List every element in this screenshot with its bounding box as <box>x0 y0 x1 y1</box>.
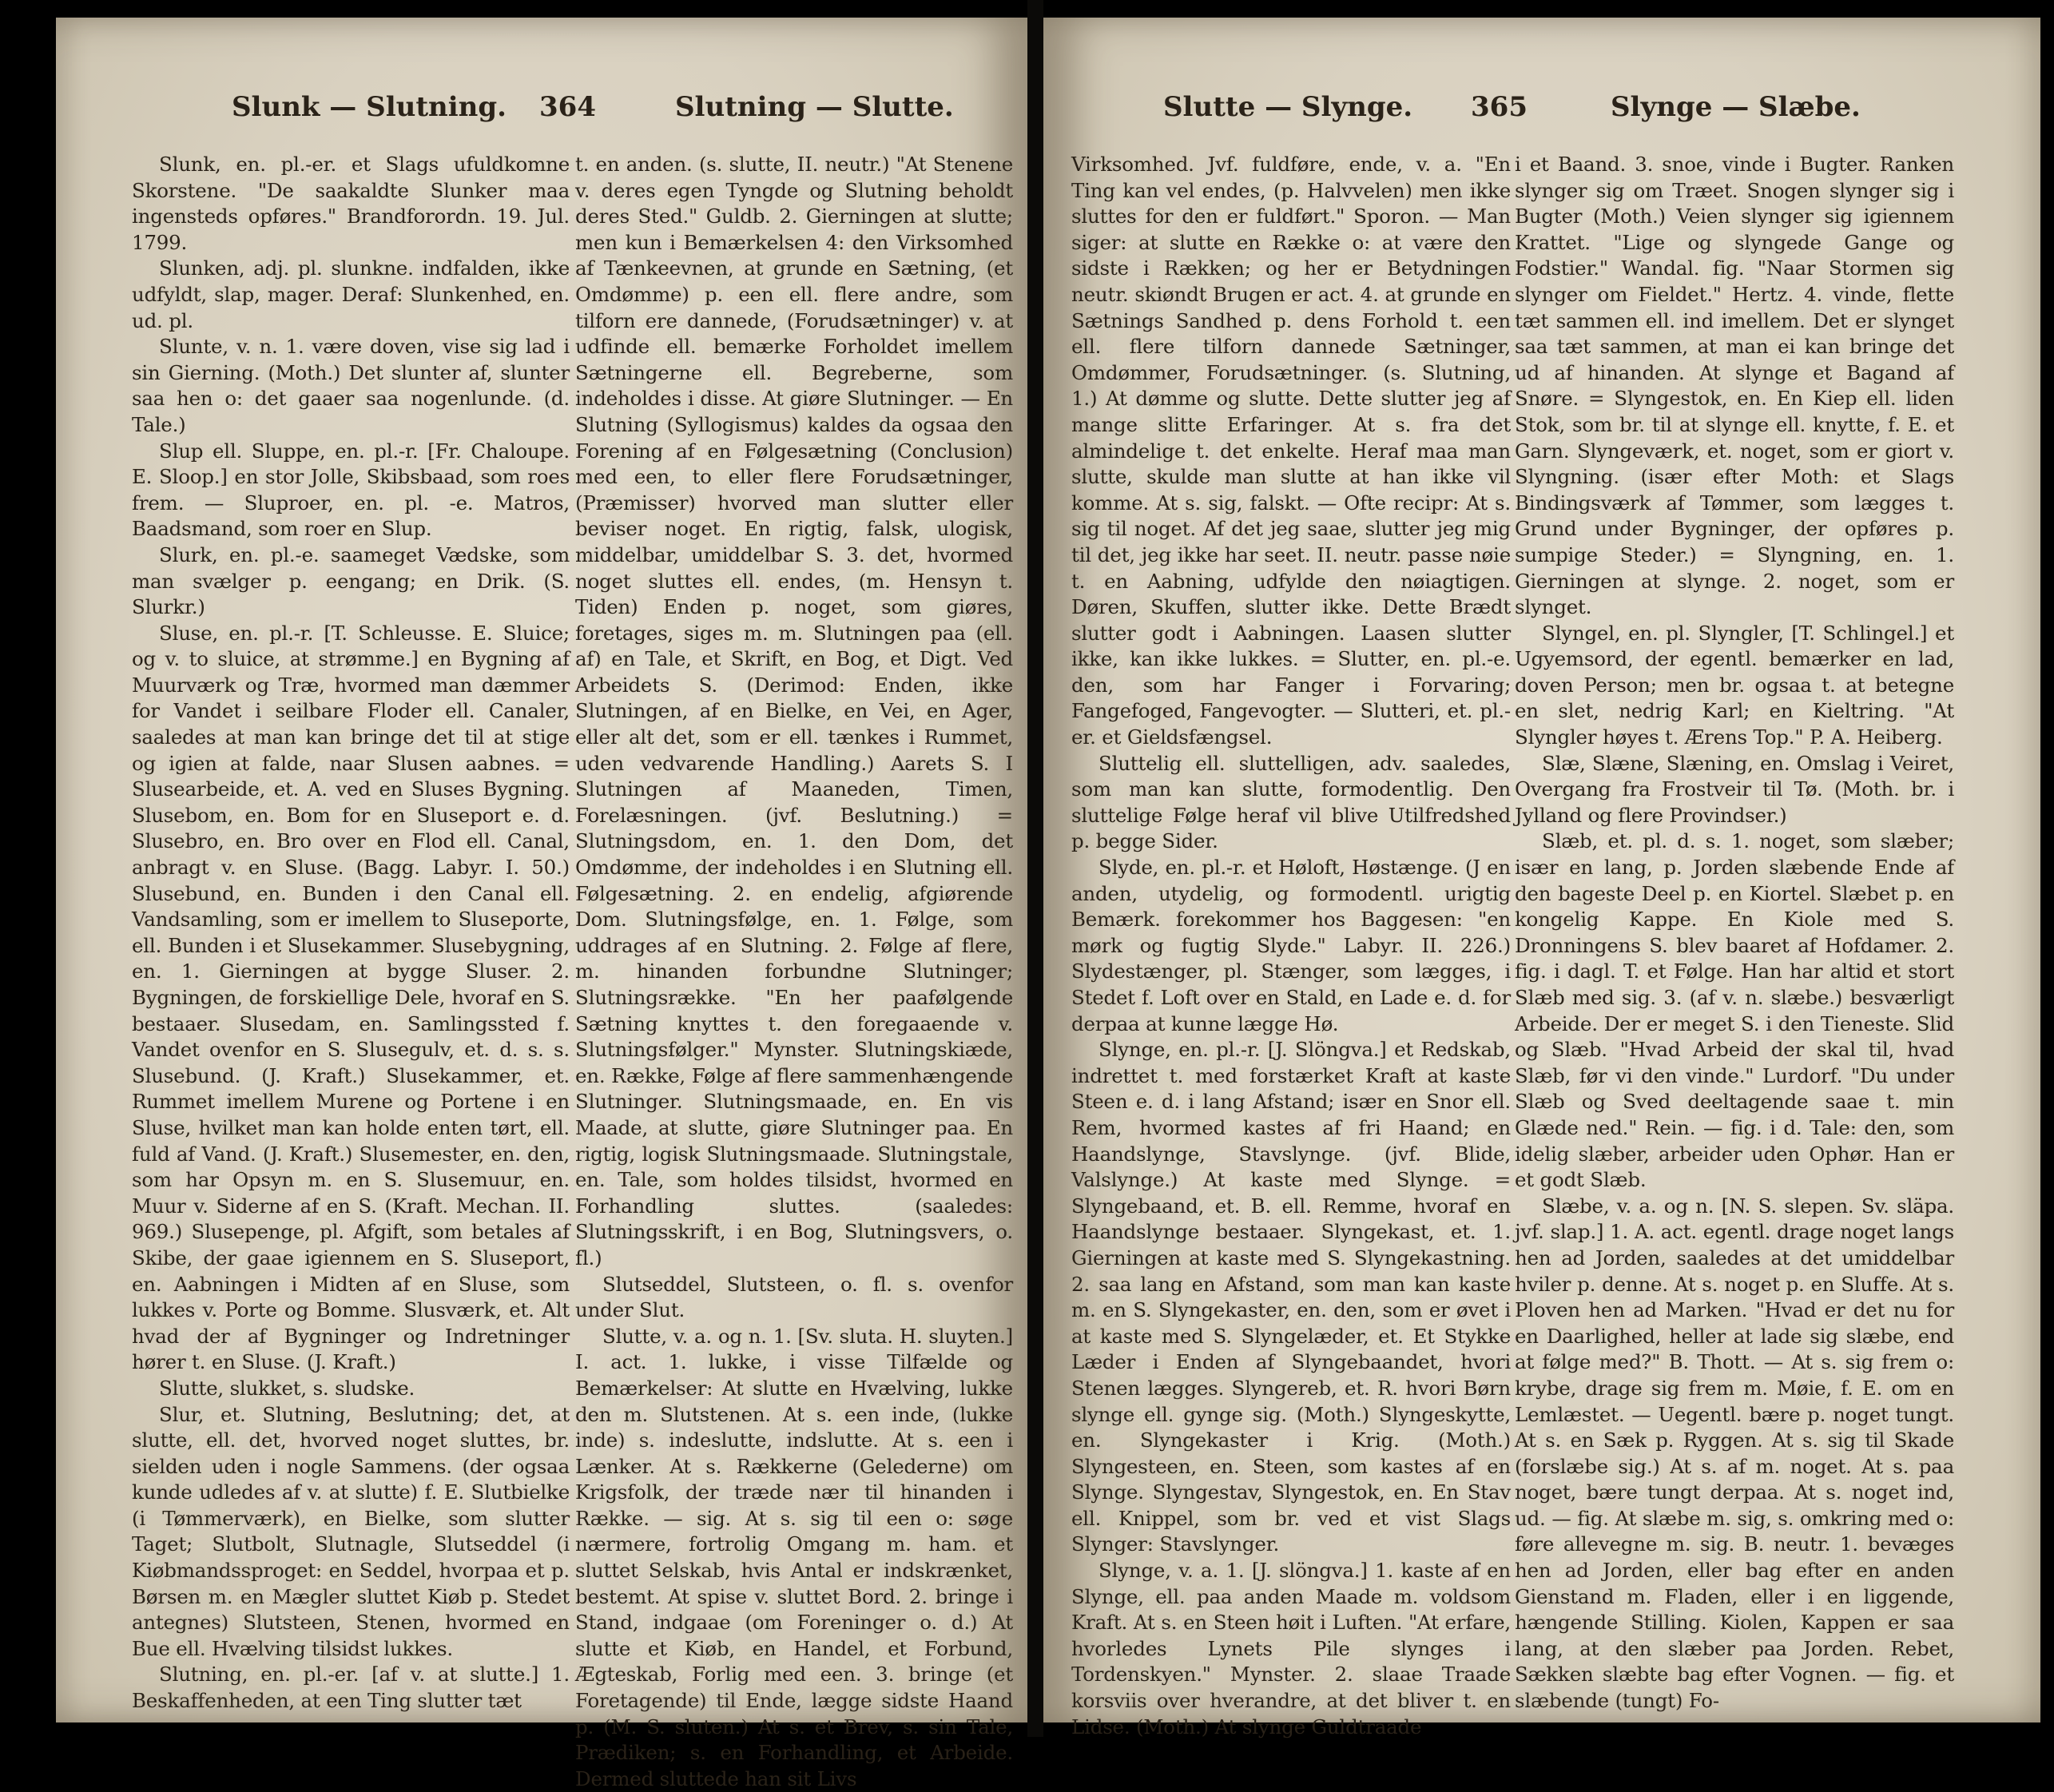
entry: Virksomhed. Jvf. fuldføre, ende, v. a. "En Ting kan vel endes, (p. Halvvelen) men ikke sluttes for den er fuldført." Sporon. — Man siger: at slutte en Række o: at være den sidste i Rækken; og her er Betydningen neutr. skiøndt Brugen er act. 4. at grunde en Sætnings Sandhed p. dens Forhold t. een ell. flere tilforn dannede Sætninger, Omdømmer, Forudsætninger. (s. Slutning, 1.) At dømme og slutte. Dette slutter jeg af mange slitte Erfaringer. At s. fra det almindelige t. det enkelte. Heraf maa man slutte, skulde man slutte at han ikke vil komme. At s. sig, falskt. — Ofte recipr: At s. sig til noget. Af det jeg saae, slutter jeg mig til det, jeg ikke har seet. II. neutr. passe nøie t. en Aabning, udfylde den nøiagtigen. Døren, Skuffen, slutter ikke. Dette Brædt slutter godt i Aabningen. Laasen slutter ikke, kan ikke lukkes. = Slutter, en. pl.-e. den, som har Fanger i Forvaring; Fangefoged, Fangevogter. — Slutteri, et. pl.-er. et Gieldsfængsel. <box>1071 153 1511 749</box>
entry: Slynge, en. pl.-r. [J. Slöngva.] et Redskab, indrettet t. med forstærket Kraft at kaste Steen e. d. i lang Afstand; især en Snor ell. Rem, hvormed kastes af fri Haand; en Haandslynge, Stavslynge. (jvf. Blide, Valslynge.) At kaste med Slynge. = Slyngebaand, et. B. ell. Remme, hvoraf en Haandslynge bestaaer. Slyngekast, et. 1. Gierningen at kaste med S. Slyngekastning. 2. saa lang en Afstand, som man kan kaste m. en S. Slyngekaster, en. den, som er øvet i at kaste med S. Slyngelæder, et. Et Stykke Læder i Enden af Slyngebaandet, hvori Stenen lægges. Slyngereb, et. R. hvori Børn slynge ell. gynge sig. (Moth.) Slyngeskytte, en. Slyngekaster i Krig. (Moth.) Slyngesteen, en. Steen, som kastes af en Slynge. Slyngestav, Slyngestok, en. En Stav ell. Knippel, som br. ved et vist Slags Slynger: Stavslynger. <box>1071 1038 1511 1556</box>
right-column-2 <box>1515 152 1954 1713</box>
entry: Slutning, en. pl.-er. [af v. at slutte.] 1. Beskaffenheden, at een Ting slutter tæt <box>132 1663 570 1713</box>
entry: Slæ, Slæne, Slæning, en. Omslag i Veiret, Overgang fra Frostveir til Tø. (Moth. br. i Jylland og flere Provindser.) <box>1515 751 1954 827</box>
right-page-number: 365 <box>1471 91 1528 123</box>
entry: Slutte, v. a. og n. 1. [Sv. sluta. H. sluyten.] I. act. 1. lukke, i visse Tilfælde og Bemærkelser: At slutte en Hvælving, lukke den m. Slutstenen. At s. een inde, (lukke inde) s. indeslutte, indslutte. At s. een i Lænker. At s. Rækkerne (Gelederne) om Krigsfolk, der træde nær til hinanden i Række. — sig. At s. sig til een o: søge nærmere, fortrolig Omgang m. ham. et sluttet Selskab, hvis Antal er indskrænket, bestemt. At spise v. sluttet Bord. 2. bringe i Stand, indgaae (om Foreninger o. d.) At slutte et Kiøb, en Handel, et Forbund, Ægteskab, Forlig med een. 3. bringe (et Foretagende) til Ende, lægge sidste Haand p. (M. S. sluten.) At s. et Brev, s. sin Tale, Prædiken; s. en Forhandling, et Arbeide. Dermed sluttede han sit Livs <box>575 1324 1013 1790</box>
left-column-2 <box>575 152 1013 1790</box>
entry: Slunk, en. pl.-er. et Slags ufuldkomne Skorstene. "De saakaldte Slunker maa ingensteds opføres." Brandforordn. 19. Jul. 1799. <box>132 153 570 254</box>
left-header-right: Slutning — Slutte. <box>675 91 954 123</box>
entry: Slutte, slukket, s. sludske. <box>159 1376 415 1400</box>
right-header-left: Slutte — Slynge. <box>1163 91 1413 123</box>
left-page-number: 364 <box>539 91 596 123</box>
entry: Slunken, adj. pl. slunkne. indfalden, ikke udfyldt, slap, mager. Deraf: Slunkenhed, en. ud. pl. <box>132 256 570 332</box>
entry: Slurk, en. pl.-e. saameget Vædske, som man svælger p. eengang; en Drik. (S. Slurkr.) <box>132 542 570 619</box>
right-column-1 <box>1071 152 1511 1738</box>
entry: Slup ell. Sluppe, en. pl.-r. [Fr. Chaloupe. E. Sloop.] en stor Jolle, Skibsbaad, som roes frem. — Sluproer, en. pl. -e. Matros, Baadsmand, som roer en Slup. <box>132 439 570 541</box>
right-page <box>1043 18 2040 1738</box>
right-header-right: Slynge — Slæbe. <box>1611 91 1861 123</box>
entry: Slutseddel, Slutsteen, o. fl. s. ovenfor under Slut. <box>575 1272 1013 1322</box>
left-header-left: Slunk — Slutning. <box>232 91 507 123</box>
entry: Sluttelig ell. sluttelligen, adv. saaledes, som man kan slutte, formodentlig. Den sluttelige Følge heraf vil blive Utilfredshed p. begge Sider. <box>1071 751 1511 853</box>
entry: Slyde, en. pl.-r. et Høloft, Høstænge. (J en anden, utydelig, og formodentl. urigtig Bemærk. forekommer hos Baggesen: "en mørk og fugtig Slyde." Labyr. II. 226.) Slydestænger, pl. Stænger, som lægges, i Stedet f. Loft over en Stald, en Lade e. d. for derpaa at kunne lægge Hø. <box>1071 856 1511 1035</box>
entry: Sluse, en. pl.-r. [T. Schleusse. E. Sluice; og v. to sluice, at strømme.] en Bygning af Muurværk og Træ, hvormed man dæmmer for Vandet i seilbare Floder ell. Canaler, saaledes at man kan bringe det til at stige og igien at falde, naar Slusen aabnes. = Slusearbeide, et. A. ved en Sluses Bygning. Slusebom, en. Bom for en Sluseport e. d. Slusebro, en. Bro over en Flod ell. Canal, anbragt v. en Sluse. (Bagg. Labyr. I. 50.) Slusebund, en. Bunden i den Canal ell. Vandsamling, som er imellem to Sluseporte, ell. Bunden i et Slusekammer. Slusebygning, en. 1. Gierningen at bygge Sluser. 2. Bygningen, de forskiellige Dele, hvoraf en S. bestaaer. Slusedam, en. Samlingssted f. Vandet ovenfor en S. Slusegulv, et. d. s. s. Slusebund. (J. Kraft.) Slusekammer, et. Rummet imellem Murene og Portene i en Sluse, hvilket man kan holde enten tørt, ell. fuld af Vand. (J. Kraft.) Slusemester, en. den, som har Opsyn m. en S. Slusemuur, en. Muur v. Siderne af en S. (Kraft. Mechan. II. 969.) Slusepenge, pl. Afgift, som betales af Skibe, der gaae igiennem en S. Sluseport, en. Aabningen i Midten af en Sluse, som lukkes v. Porte og Bomme. Slusværk, et. Alt hvad der af Bygninger og Indretninger hører t. en Sluse. (J. Kraft.) <box>132 621 570 1374</box>
left-column-1 <box>132 152 570 1713</box>
entry: Slunte, v. n. 1. være doven, vise sig lad i sin Gierning. (Moth.) Det slunter af, slunter saa hen o: det gaaer saa nogenlunde. (d. Tale.) <box>132 335 570 436</box>
right-page-header <box>1043 91 2040 131</box>
entry: Slæbe, v. a. og n. [N. S. slepen. Sv. släpa. jvf. slap.] 1. A. act. egentl. drage noget langs hen ad Jorden, saaledes at det umiddelbar hviler p. denne. At s. noget p. en Sluffe. At s. Ploven hen ad Marken. "Hvad er det nu for en Daarlighed, heller at lade sig slæbe, end at følge med?" B. Thott. — At s. sig frem o: krybe, drage sig frem m. Møie, f. E. om en Lemlæstet. — Uegentl. bære p. noget tungt. At s. en Sæk p. Ryggen. At s. sig til Skade (forslæbe sig.) At s. af m. noget. At s. paa noget, bære tungt derpaa. At s. noget ind, ud. — fig. At slæbe m. sig, s. omkring med o: føre allevegne m. sig. B. neutr. 1. bevæges hen ad Jorden, eller bag efter en anden Gienstand m. Fladen, eller i en liggende, hængende Stilling. Kiolen, Kappen er saa lang, at den slæber paa Jorden. Rebet, Sækken slæbte bag efter Vognen. — fig. et slæbende (tungt) Fo- <box>1515 1194 1954 1713</box>
left-page-header <box>56 91 1027 131</box>
entry: Slyngel, en. pl. Slyngler, [T. Schlingel.] et Ugyemsord, der egentl. bemærker en lad, doven Person; men br. ogsaa t. at betegne en slet, nedrig Karl; en Kieltring. "At Slyngler høyes t. Ærens Top." P. A. Heiberg. <box>1515 621 1954 749</box>
entry: i et Baand. 3. snoe, vinde i Bugter. Ranken slynger sig om Træet. Snogen slynger sig i Bugter (Moth.) Veien slynger sig igiennem Krattet. "Lige og slyngede Gange og Fodstier." Wandal. fig. "Naar Stormen sig slynger om Fieldet." Hertz. 4. vinde, flette tæt sammen ell. ind imellem. Det er slynget saa tæt sammen, at man ei kan bringe det ud af hinanden. At slynge et Bagand af Snøre. = Slyngestok, en. En Kiep ell. liden Stok, som br. til at slynge ell. knytte, f. E. et Garn. Slyngeværk, et. noget, som er giort v. Slyngning. (især efter Moth: et Slags Bindingsværk af Tømmer, som lægges t. Grund under Bygninger, der opføres p. sumpige Steder.) = Slyngning, en. 1. Gierningen at slynge. 2. noget, som er slynget. <box>1515 153 1954 619</box>
entry: Slæb, et. pl. d. s. 1. noget, som slæber; især en lang, p. Jorden slæbende Ende af den bageste Deel p. en Kiortel. Slæbet p. en kongelig Kappe. En Kiole med S. Dronningens S. blev baaret af Hofdamer. 2. fig. i dagl. T. et Følge. Han har altid et stort Slæb med sig. 3. (af v. n. slæbe.) besværligt Arbeide. Der er meget S. i den Tieneste. Slid og Slæb. "Hvad Arbeid der skal til, hvad Slæb, før vi den vinde." Lurdorf. "Du under Slæb og Sved deeltagende saae t. min Glæde ned." Rein. — fig. i d. Tale: den, som idelig slæber, arbeider uden Ophør. Han er et godt Slæb. <box>1515 829 1954 1192</box>
entry: Slynge, v. a. 1. [J. slöngva.] 1. kaste af en Slynge, ell. paa anden Maade m. voldsom Kraft. At s. en Steen høit i Luften. "At erfare, hvorledes Lynets Pile slynges i Tordenskyen." Mynster. 2. slaae Traade korsviis over hverandre, at det bliver t. en Lidse. (Moth.) At slynge Guldtraade <box>1071 1559 1511 1738</box>
book-gutter <box>1027 0 1043 1737</box>
left-page <box>56 18 1027 1790</box>
entry: t. en anden. (s. slutte, II. neutr.) "At Stenene v. deres egen Tyngde og Slutning beholdt deres Sted." Guldb. 2. Gierningen at slutte; men kun i Bemærkelsen 4: den Virksomhed af Tænkeevnen, at grunde en Sætning, (et Omdømme) p. een ell. flere andre, som tilforn ere dannede, (Forudsætninger) v. at udfinde ell. bemærke Forholdet imellem Sætningerne ell. Begreberne, som indeholdes i disse. At giøre Slutninger. — En Slutning (Syllogismus) kaldes da ogsaa den Forening af en Følgesætning (Conclusion) med een, to eller flere Forudsætninger, (Præmisser) hvorved man slutter eller beviser noget. En rigtig, falsk, ulogisk, middelbar, umiddelbar S. 3. det, hvormed noget sluttes ell. endes, (m. Hensyn t. Tiden) Enden p. noget, som giøres, foretages, siges m. m. Slutningen paa (ell. af) en Tale, et Skrift, en Bog, et Digt. Ved Arbeidets S. (Derimod: Enden, ikke Slutningen, af en Bielke, en Vei, en Ager, eller alt det, som er ell. tænkes i Rummet, uden vedvarende Handling.) Aarets S. I Slutningen af Maaneden, Timen, Forelæsningen. (jvf. Beslutning.) = Slutningsdom, en. 1. den Dom, det Omdømme, der indeholdes i en Slutning ell. Følgesætning. 2. en endelig, afgiørende Dom. Slutningsfølge, en. 1. Følge, som uddrages af en Slutning. 2. Følge af flere, m. hinanden forbundne Slutninger; Slutningsrække. "En her paafølgende Sætning knyttes t. den foregaaende v. Slutningsfølger." Mynster. Slutningskiæde, en. Række, Følge af flere sammenhængende Slutninger. Slutningsmaade, en. En vis Maade, at slutte, giøre Slutninger paa. En rigtig, logisk Slutningsmaade. Slutningstale, en. Tale, som holdes tilsidst, hvormed en Forhandling sluttes. (saaledes: Slutningsskrift, i en Bog, Slutningsvers, o. fl.) <box>575 153 1013 1269</box>
entry: Slur, et. Slutning, Beslutning; det, at slutte, ell. det, hvorved noget sluttes, br. sielden uden i nogle Sammens. (der ogsaa kunde udledes af v. at slutte) f. E. Slutbielke (i Tømmerværk), en Bielke, som slutter Taget; Slutbolt, Slutnagle, Slutseddel (i Kiøbmandssproget: en Seddel, hvorpaa et p. Børsen m. en Mægler sluttet Kiøb p. Stedet antegnes) Slutsteen, Stenen, hvormed en Bue ell. Hvælving tilsidst lukkes. <box>132 1402 570 1660</box>
